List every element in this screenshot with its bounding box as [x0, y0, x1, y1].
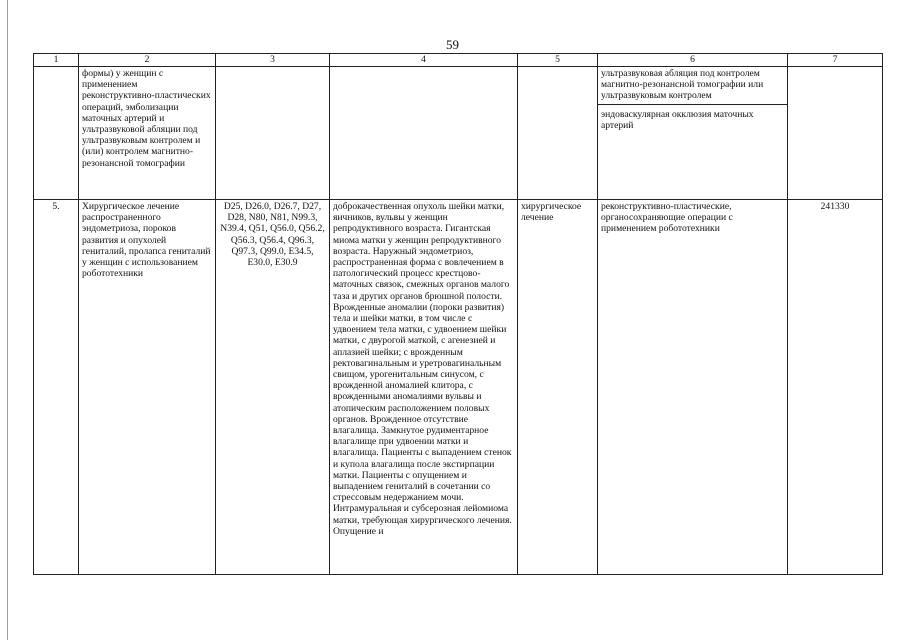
column-header-4: 4	[330, 54, 518, 67]
cell-codes-empty	[216, 67, 330, 200]
method-ultrasound-ablation: ультразвуковая абляция под контролем магнитно-резонансной томографии или ультразвуковым контролем	[598, 67, 787, 105]
column-header-3: 3	[216, 54, 330, 67]
column-number-header-row	[34, 54, 883, 67]
medical-care-table	[33, 53, 883, 575]
cell-treatment-method: реконструктивно-пластические, органосохраняющие операции с применением робототехники	[598, 200, 788, 575]
cell-row-number: 5.	[34, 200, 79, 575]
cell-treatment-empty	[518, 67, 598, 200]
cell-care-name: Хирургическое лечение распространенного эндометриоза, пороков развития и опухолей гениталий, пролапса гениталий у женщин с использованием робототехники	[79, 200, 216, 575]
cell-number-empty	[34, 67, 79, 200]
method-endovascular-occlusion: эндоваскулярная окклюзия маточных артерий	[601, 108, 754, 131]
column-header-6: 6	[598, 54, 788, 67]
cell-model-empty	[330, 67, 518, 200]
cell-cost: 241330	[788, 200, 883, 575]
cell-treatment-type: хирургическое лечение	[518, 200, 598, 575]
table-row-continued	[34, 67, 883, 200]
cell-method	[598, 67, 788, 200]
column-header-1: 1	[34, 54, 79, 67]
cell-icd-codes: D25, D26.0, D26.7, D27, D28, N80, N81, N99.3, N39.4, Q51, Q56.0, Q56.2, Q56.3, Q56.4, Q96.3, Q97.3, Q99.0, E34.5, E30.0, E30.9	[216, 200, 330, 575]
left-margin-line	[7, 0, 8, 640]
cell-care-name: формы) у женщин с применением реконструктивно-пластических операций, эмболизации маточных артерий и ультразвуковой абляции под ультразвуковым контролем и (или) контролем магнитно-резонансной томографии	[79, 67, 216, 200]
page-number: 59	[446, 37, 459, 52]
cell-cost-empty	[788, 67, 883, 200]
column-header-5: 5	[518, 54, 598, 67]
table-row-5	[34, 200, 883, 575]
column-header-7: 7	[788, 54, 883, 67]
column-header-2: 2	[79, 54, 216, 67]
cell-patient-model: доброкачественная опухоль шейки матки, яичников, вульвы у женщин репродуктивного возраста. Гигантская миома матки у женщин репродуктивного возраста. Наружный эндометриоз, распространенная форма с вовлечением в патологический процесс крестцово-маточных связок, смежных органов малого таза и других органов брюшной полости. Врожденные аномалии (пороки развития) тела и шейки матки, в том числе с удвоением тела матки, с удвоением шейки матки, с двурогой маткой, с агенезией и аплазией шейки; с врожденным ректовагинальным и уретровагинальным свищом, урогенитальным синусом, с врожденной аномалией клитора, с врожденными аномалиями вульвы и атопическим расположением половых органов. Врожденное отсутствие влагалища. Замкнутое рудиментарное влагалище при удвоении матки и влагалища. Пациенты с выпадением стенок и купола влагалища после экстирпации матки. Пациенты с опущением и выпадением гениталий в сочетании со стрессовым недержанием мочи. Интрамуральная и субсерозная лейомиома матки, требующая хирургического лечения. Опущение и	[330, 200, 518, 575]
